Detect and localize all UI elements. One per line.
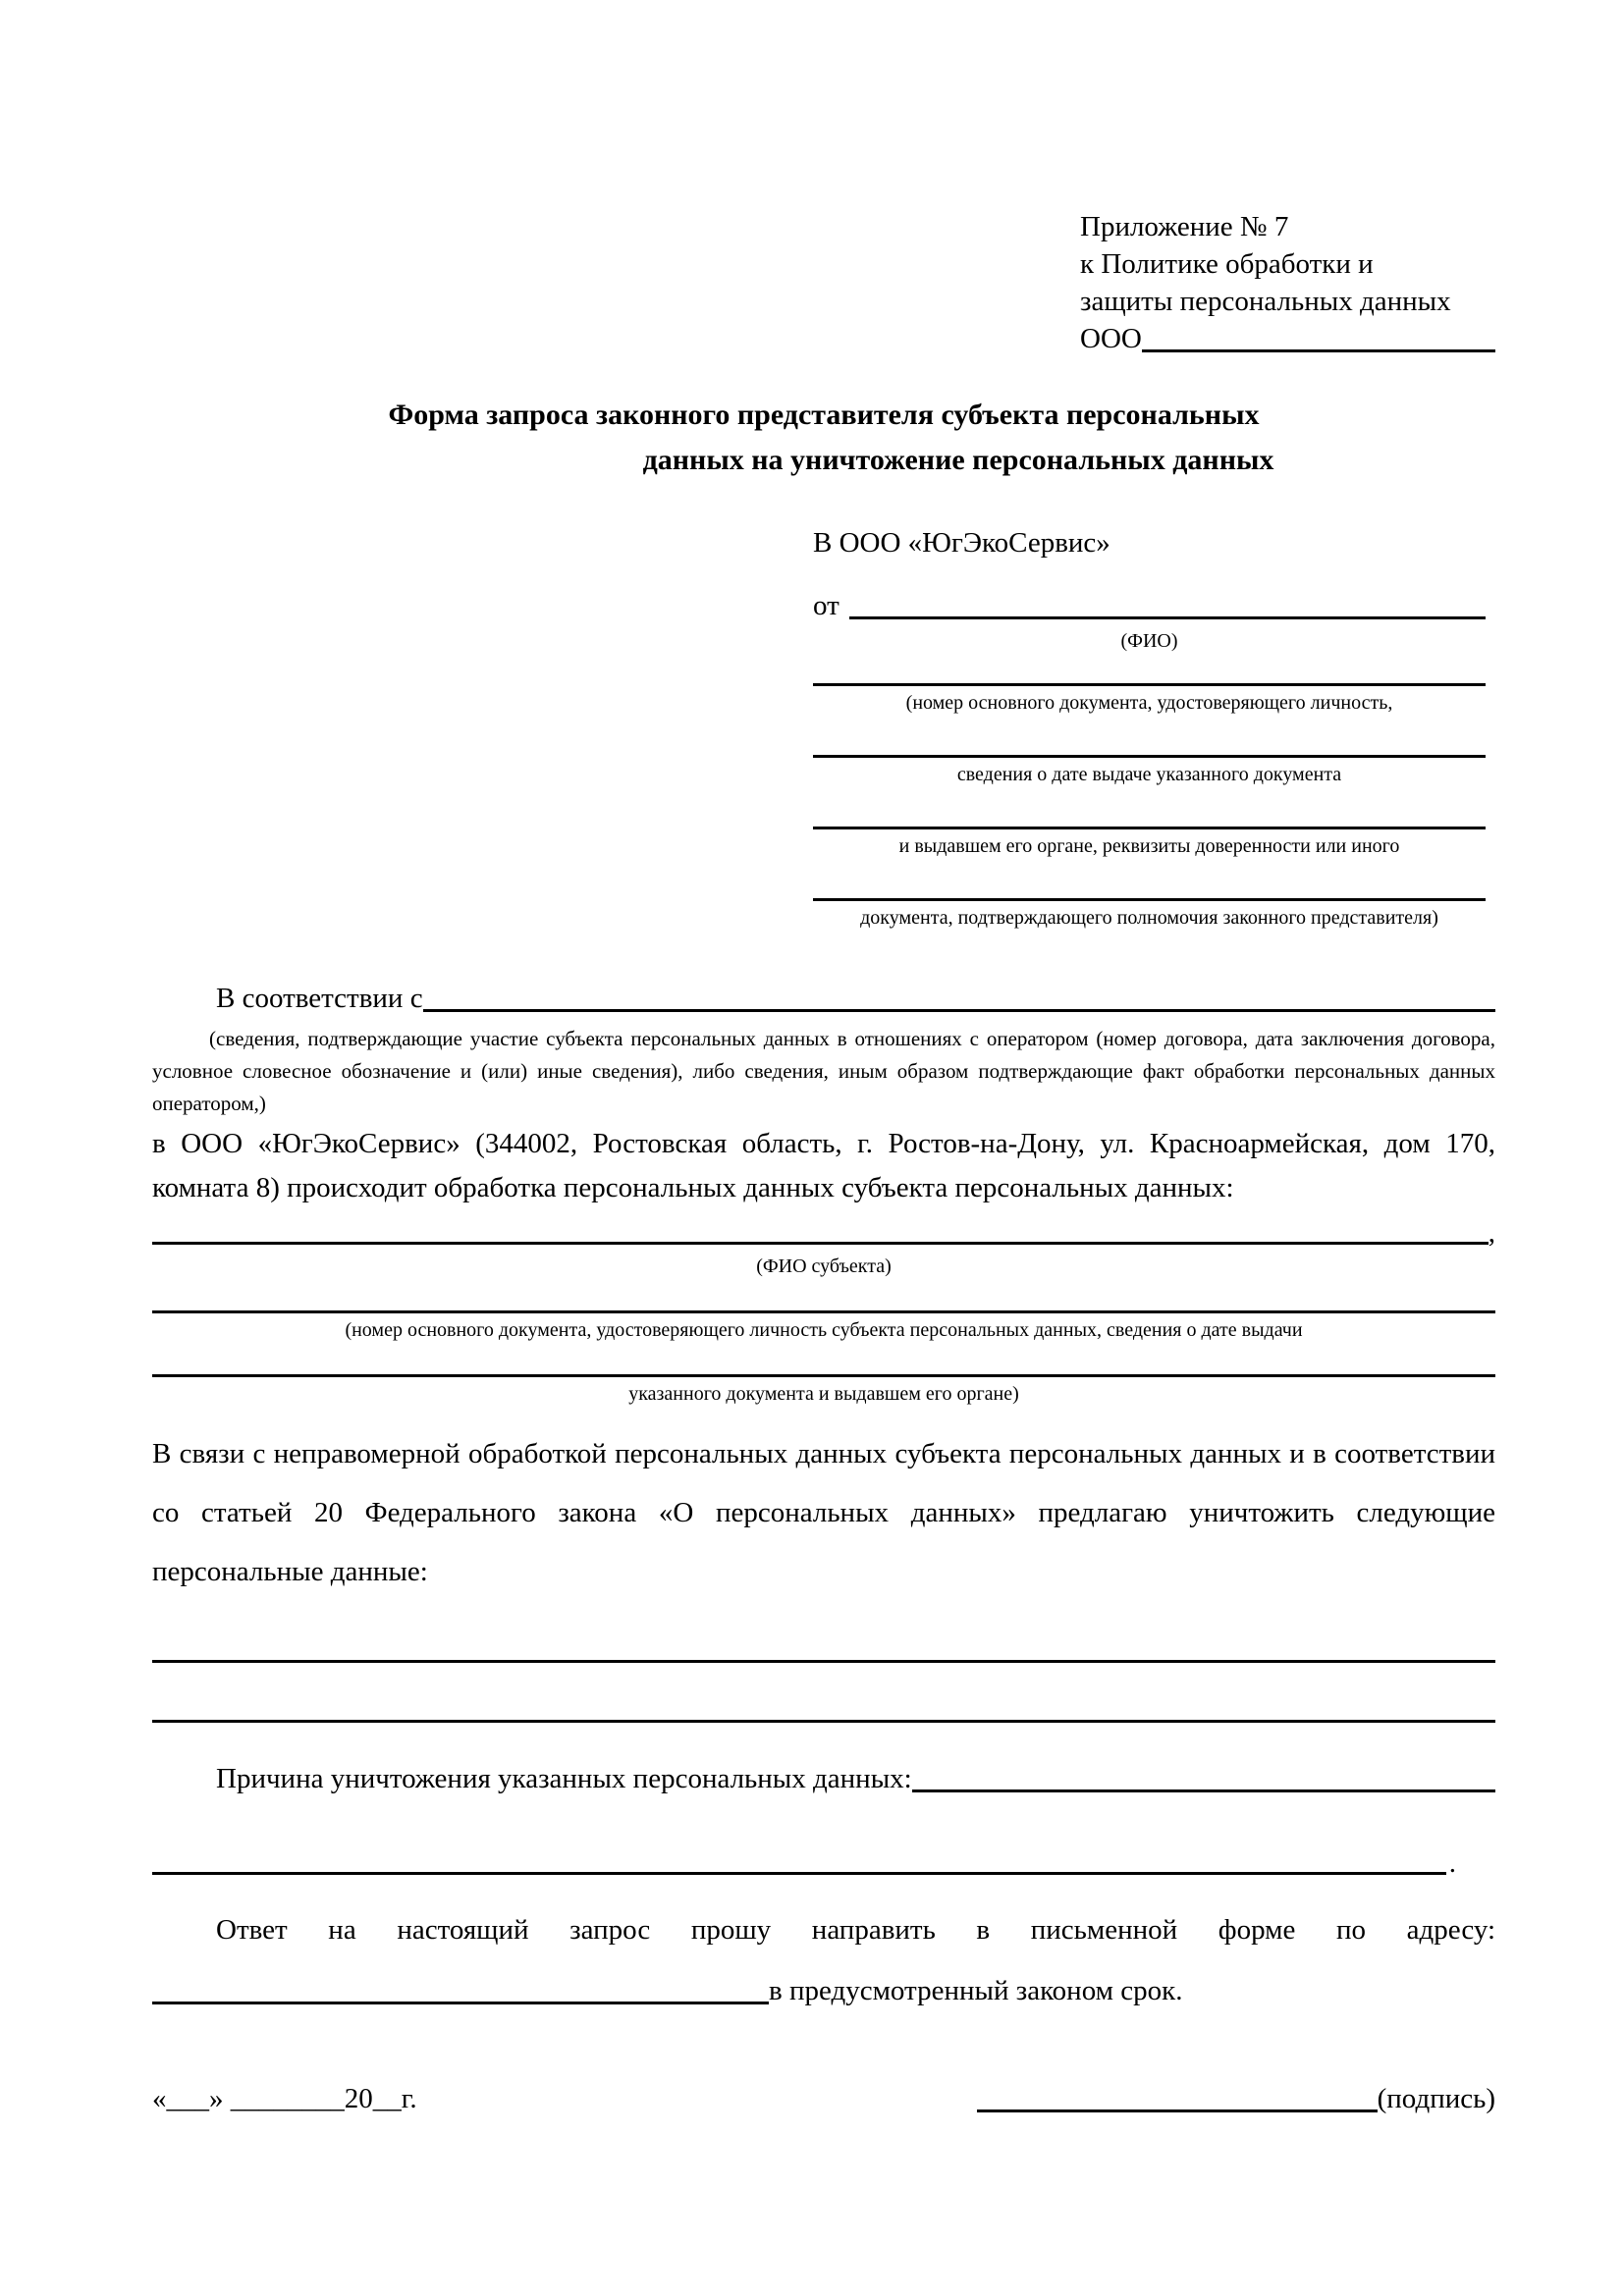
signature-blank-line	[977, 2109, 1378, 2112]
representative-doc-field-group	[813, 898, 1486, 931]
subject-doc-caption-line2: указанного документа и выдавшем его органе)	[628, 1383, 1019, 1405]
subject-fio-caption: (ФИО субъекта)	[756, 1255, 892, 1277]
doc-authority-field-group	[813, 827, 1486, 859]
signature-group	[977, 2080, 1495, 2117]
from-name-blank-line	[849, 616, 1486, 619]
subject-fio-row	[152, 1216, 1495, 1250]
answer-address-row	[152, 1972, 1495, 2009]
from-row	[813, 587, 1486, 624]
subject-doc-blank-line2	[152, 1374, 1495, 1377]
date-blank-text: «___» ________20__г.	[152, 2083, 417, 2114]
reason-label: Причина уничтожения указанных персональных данных:	[216, 1763, 912, 1794]
signature-caption: (подпись)	[1377, 2083, 1495, 2114]
reason-period: .	[1448, 1847, 1456, 1879]
appendix-policy-line2: защиты персональных данных	[1080, 286, 1451, 317]
data-to-destroy-blank-line1	[152, 1660, 1495, 1663]
reason-continuation-blank-line	[152, 1872, 1446, 1875]
accordance-row	[152, 980, 1495, 1017]
doc-issue-date-field-group	[813, 755, 1486, 787]
form-title-line1: Форма запроса законного представителя субъекта персональных	[388, 399, 1260, 431]
accordance-note: (сведения, подтверждающие участие субъекта персональных данных в отношениях с оператором (номер договора, дата заключения договора, условное словесное обозначение и (или) иные сведения), либо сведения, иным образом подтверждающие факт обработки персональных данных оператором,)	[152, 1027, 1495, 1115]
document-content	[152, 0, 1495, 2117]
doc-number-caption: (номер основного документа, удостоверяющего личность,	[905, 692, 1393, 714]
doc-number-blank-line	[813, 683, 1486, 686]
reason-continuation-row	[152, 1846, 1456, 1880]
data-to-destroy-blank-line2	[152, 1720, 1495, 1723]
addressee-company: В ООО «ЮгЭкоСервис»	[813, 527, 1110, 559]
operator-paragraph: в ООО «ЮгЭкоСервис» (344002, Ростовская область, г. Ростов-на-Дону, ул. Красноармейская, дом 170, комната 8) происходит обработка персональных данных субъекта персональных данных:	[152, 1128, 1495, 1203]
appendix-policy-line1: к Политике обработки и	[1080, 248, 1374, 280]
reason-blank-line	[912, 1789, 1495, 1792]
subject-doc-caption-line1: (номер основного документа, удостоверяющего личность субъекта персональных данных, сведения о дате выдачи	[345, 1319, 1303, 1341]
subject-doc-blank-line1	[152, 1310, 1495, 1313]
company-label: ООО	[1080, 323, 1142, 354]
company-name-blank-line	[1142, 349, 1495, 352]
accordance-label: В соответствии с	[216, 983, 423, 1014]
addressee-block	[813, 524, 1486, 931]
doc-authority-blank-line	[813, 827, 1486, 829]
representative-doc-blank-line	[813, 898, 1486, 901]
reason-row	[152, 1760, 1495, 1797]
answer-tail-text: в предусмотренный законом срок.	[769, 1975, 1183, 2006]
doc-issue-date-caption: сведения о дате выдаче указанного документа	[956, 764, 1342, 785]
subject-fio-comma: ,	[1488, 1217, 1495, 1249]
appendix-header	[1080, 0, 1495, 357]
demand-paragraph: В связи с неправомерной обработкой персональных данных субъекта персональных данных и в соответствии со статьей 20 Федерального закона «О персональных данных» предлагаю уничтожить следующие персональные данные:	[152, 1438, 1495, 1587]
appendix-number: Приложение № 7	[1080, 211, 1289, 242]
form-title-line2: данных на уничтожение персональных данных	[642, 444, 1274, 476]
footer-row	[152, 2080, 1495, 2117]
doc-authority-caption: и выдавшем его органе, реквизиты доверенности или иного	[898, 835, 1400, 857]
accordance-blank-line	[423, 1009, 1495, 1012]
representative-doc-caption: документа, подтверждающего полномочия законного представителя)	[860, 907, 1438, 929]
answer-paragraph: Ответ на настоящий запрос прошу направить в письменной форме по адресу:	[216, 1914, 1495, 1946]
fio-caption: (ФИО)	[1120, 630, 1178, 652]
company-blank-row	[1080, 320, 1495, 357]
answer-address-blank-line	[152, 2002, 769, 2004]
doc-issue-date-blank-line	[813, 755, 1486, 758]
doc-number-field-group	[813, 683, 1486, 716]
from-label: от	[813, 590, 839, 621]
subject-fio-blank-line	[152, 1242, 1489, 1245]
form-title	[152, 393, 1495, 483]
